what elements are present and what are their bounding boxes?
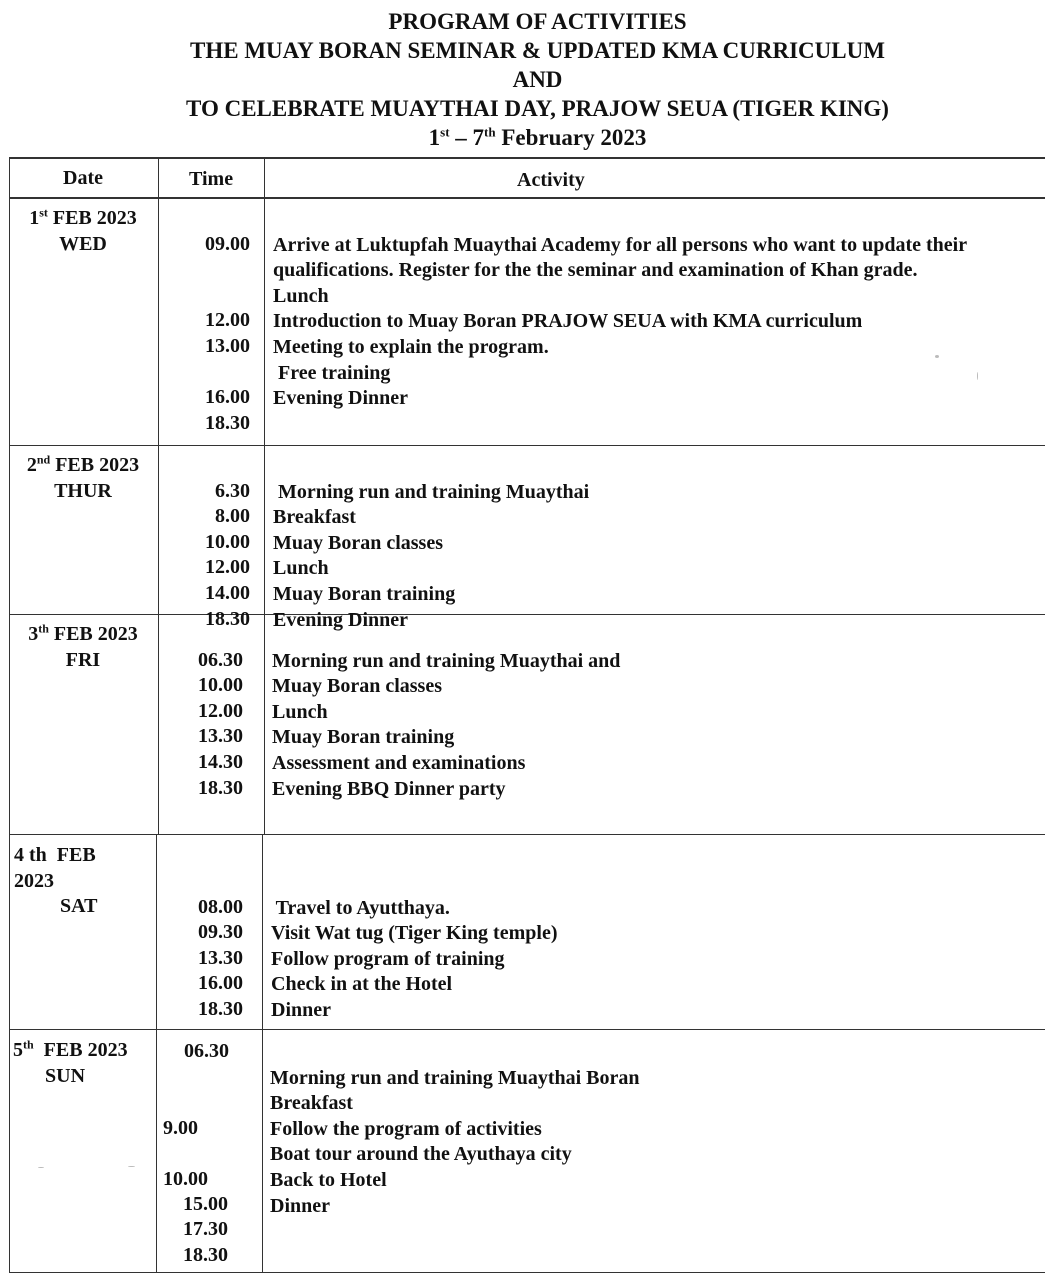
day-weekday: WED [59, 232, 107, 255]
day-date: 3th FEB 2023 FRI [28, 621, 138, 671]
row-divider [9, 834, 1045, 835]
row-divider [9, 445, 1045, 446]
day-times: 6.30 8.00 10.00 12.00 14.00 18.30 [205, 479, 250, 630]
day-activities: Arrive at Luktupfah Muaythai Academy for all persons who want to update their qualifications. Register for the the seminar and examination of Khan grade. Lunch Introduction to Muay Boran PRAJOW SEUA with KMA curriculum Meeting to explain the program. Free training Evening Dinner [273, 233, 968, 410]
day-times: 9.00 10.00 [163, 1116, 208, 1190]
day-time-0630: 06.30 [184, 1040, 229, 1062]
day-times: 08.00 09.30 13.30 16.00 18.30 [198, 895, 243, 1020]
column-header-time: Time [189, 168, 234, 190]
column-header-activity: Activity [517, 169, 585, 191]
day-activities: Morning run and training Muaythai and Muay Boran classes Lunch Muay Boran training Assessment and examinations Evening BBQ Dinner party [272, 649, 621, 800]
day-date: 5th FEB 2023 SUN [13, 1037, 128, 1087]
day-weekday: THUR [54, 479, 112, 502]
scan-speck [128, 1166, 135, 1167]
day-weekday: SAT [60, 895, 98, 918]
table-top-border [9, 157, 1045, 159]
day-date: 4 th FEB 2023 SAT [14, 844, 98, 918]
day-times: 15.00 17.30 18.30 [183, 1192, 228, 1266]
day-times: 06.30 10.00 12.00 13.30 14.30 18.30 [198, 648, 243, 799]
column-divider [264, 157, 265, 835]
column-divider [262, 835, 263, 1273]
day-times: 09.00 12.00 13.00 16.00 18.30 [205, 232, 250, 434]
day-weekday: SUN [45, 1064, 86, 1087]
table-bottom-border [9, 1272, 1045, 1273]
row-divider [9, 1029, 1045, 1030]
scan-speck [38, 1167, 44, 1168]
column-divider [158, 157, 159, 835]
day-date: 2nd FEB 2023 THUR [26, 452, 140, 502]
scan-speck [935, 355, 939, 358]
header-title: PROGRAM OF ACTIVITIES [388, 9, 687, 34]
day-activities: Travel to Ayutthaya. Visit Wat tug (Tiger King temple) Follow program of training Check in at the Hotel Dinner [271, 896, 558, 1021]
column-divider [156, 835, 157, 1273]
day-date: 1st FEB 2023 WED [29, 205, 137, 255]
day-activities: Morning run and training Muaythai Breakfast Muay Boran classes Lunch Muay Boran training Evening Dinner [273, 480, 590, 631]
day-weekday: FRI [65, 648, 101, 671]
header-subtitle: THE MUAY BORAN SEMINAR & UPDATED KMA CURRICULUM [190, 38, 885, 63]
column-header-date: Date [63, 167, 103, 189]
scan-speck [977, 372, 978, 380]
header-bottom-border [9, 197, 1045, 199]
table-left-border [9, 157, 10, 1273]
day-activities: Morning run and training Muaythai Boran Breakfast Follow the program of activities Boat tour around the Ayuthaya city Back to Hotel Dinner [270, 1066, 640, 1217]
header-dates: 1st – 7th February 2023 [428, 124, 647, 150]
header-celebration: TO CELEBRATE MUAYTHAI DAY, PRAJOW SEUA (TIGER KING) [186, 96, 889, 121]
header-and: AND [512, 67, 563, 92]
document-header [0, 7, 1045, 152]
